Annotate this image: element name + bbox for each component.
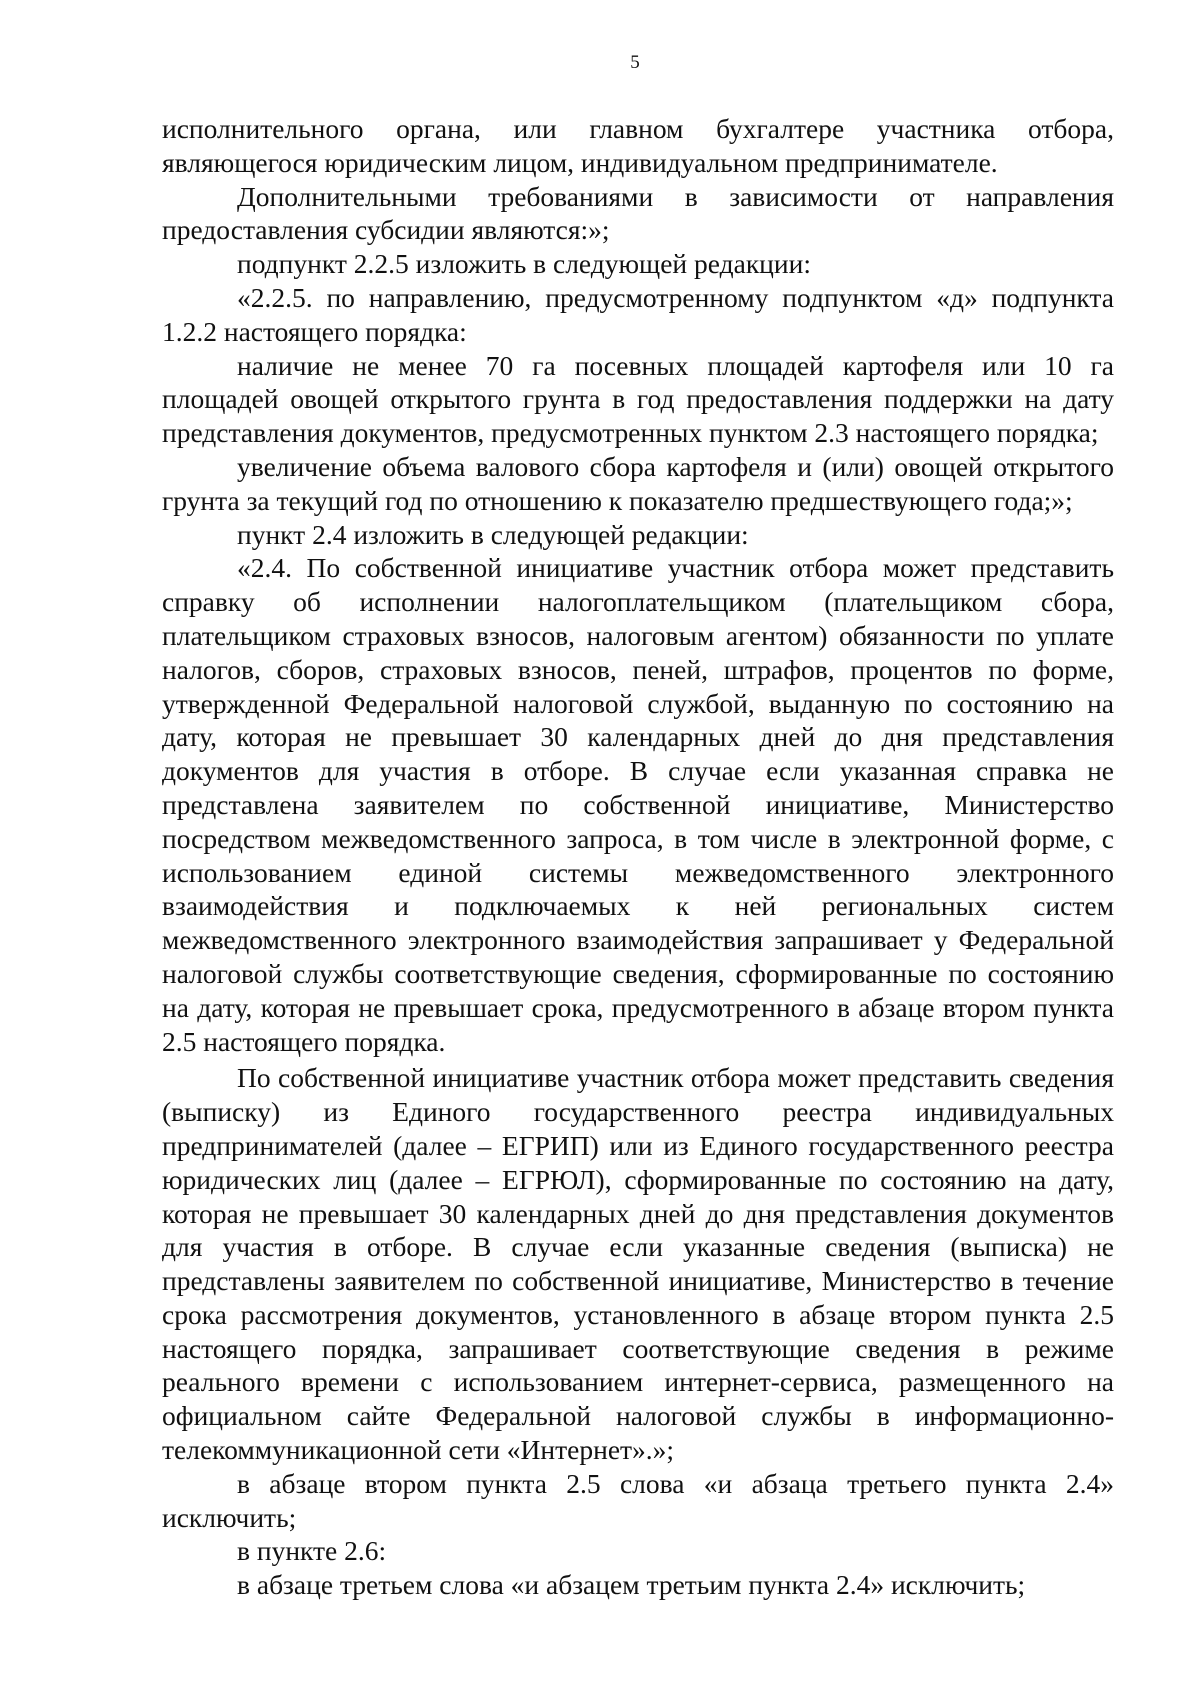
paragraph-continuation: исполнительного органа, или главном бухгалтере участника отбора, являющегося юридическим лицом, индивидуальном предпринимателе.: [162, 113, 1114, 178]
paragraph-clause-2-4: «2.4. По собственной инициативе участник отбора может представить справку об исполнении налогоплательщиком (плательщиком сбора, плательщиком страховых взносов, налоговым агентом) обязанности по уплате налогов, сборов, страховых взносов, пеней, штрафов, процентов по форме, утвержденной Федеральной налоговой службой, выданную по состоянию на дату, которая не превышает 30 календарных дней до дня представления документов для участия в отборе. В случае если указанная справка не представлена заявителем по собственной инициативе, Министерство посредством межведомственного запроса, в том числе в электронной форме, с использованием единой системы межведомственного электронного взаимодействия и подключаемых к ней региональных систем межведомственного электронного взаимодействия запрашивает у Федеральной налоговой службы соответствующие сведения, сформированные по состоянию на дату, которая не превышает срока, предусмотренного в абзаце втором пункта 2.5 настоящего порядка.: [162, 552, 1114, 1057]
paragraph-clause-2-6-amendment: в абзаце третьем слова «и абзацем третьим пункта 2.4» исключить;: [237, 1569, 1026, 1601]
page-number: 5: [630, 52, 640, 73]
paragraph-additional-requirements: Дополнительными требованиями в зависимости от направления предоставления субсидии являются:»;: [162, 180, 1114, 246]
paragraph-egrip-egrul: По собственной инициативе участник отбора может представить сведения (выписку) из Единого государственного реестра индивидуальных предпринимателей (далее – ЕГРИП) или из Единого государственного реестра юридических лиц (далее – ЕГРЮЛ), сформированные по состоянию на дату, которая не превышает 30 календарных дней до дня представления документов для участия в отборе. В случае если указанные сведения (выписка) не представлены заявителем по собственной инициативе, Министерство в течение срока рассмотрения документов, установленного в абзаце втором пункта 2.5 настоящего порядка, запрашивает соответствующие сведения в режиме реального времени с использованием интернет-сервиса, размещенного на официальном сайте Федеральной налоговой службы в информационно-телекоммуникационной сети «Интернет».»;: [162, 1062, 1114, 1466]
paragraph-area-requirement: наличие не менее 70 га посевных площадей картофеля или 10 га площадей овощей открытого грунта в год предоставления поддержки на дату представления документов, предусмотренных пунктом 2.3 настоящего порядка;: [162, 349, 1114, 449]
paragraph-harvest-increase: увеличение объема валового сбора картофеля и (или) овощей открытого грунта за текущий год по отношению к показателю предшествующего года;»;: [162, 450, 1114, 516]
paragraph-clause-2-4-intro: пункт 2.4 изложить в следующей редакции:: [237, 518, 749, 550]
paragraph-subclause-2-2-5: «2.2.5. по направлению, предусмотренному подпунктом «д» подпункта 1.2.2 настоящего порядка:: [162, 281, 1114, 347]
document-body: [162, 112, 1114, 1602]
paragraph-clause-2-5-amendment: в абзаце втором пункта 2.5 слова «и абзаца третьего пункта 2.4» исключить;: [162, 1467, 1114, 1533]
paragraph-clause-2-6-intro: в пункте 2.6:: [237, 1535, 387, 1567]
paragraph-subclause-2-2-5-intro: подпункт 2.2.5 изложить в следующей редакции:: [237, 248, 811, 280]
